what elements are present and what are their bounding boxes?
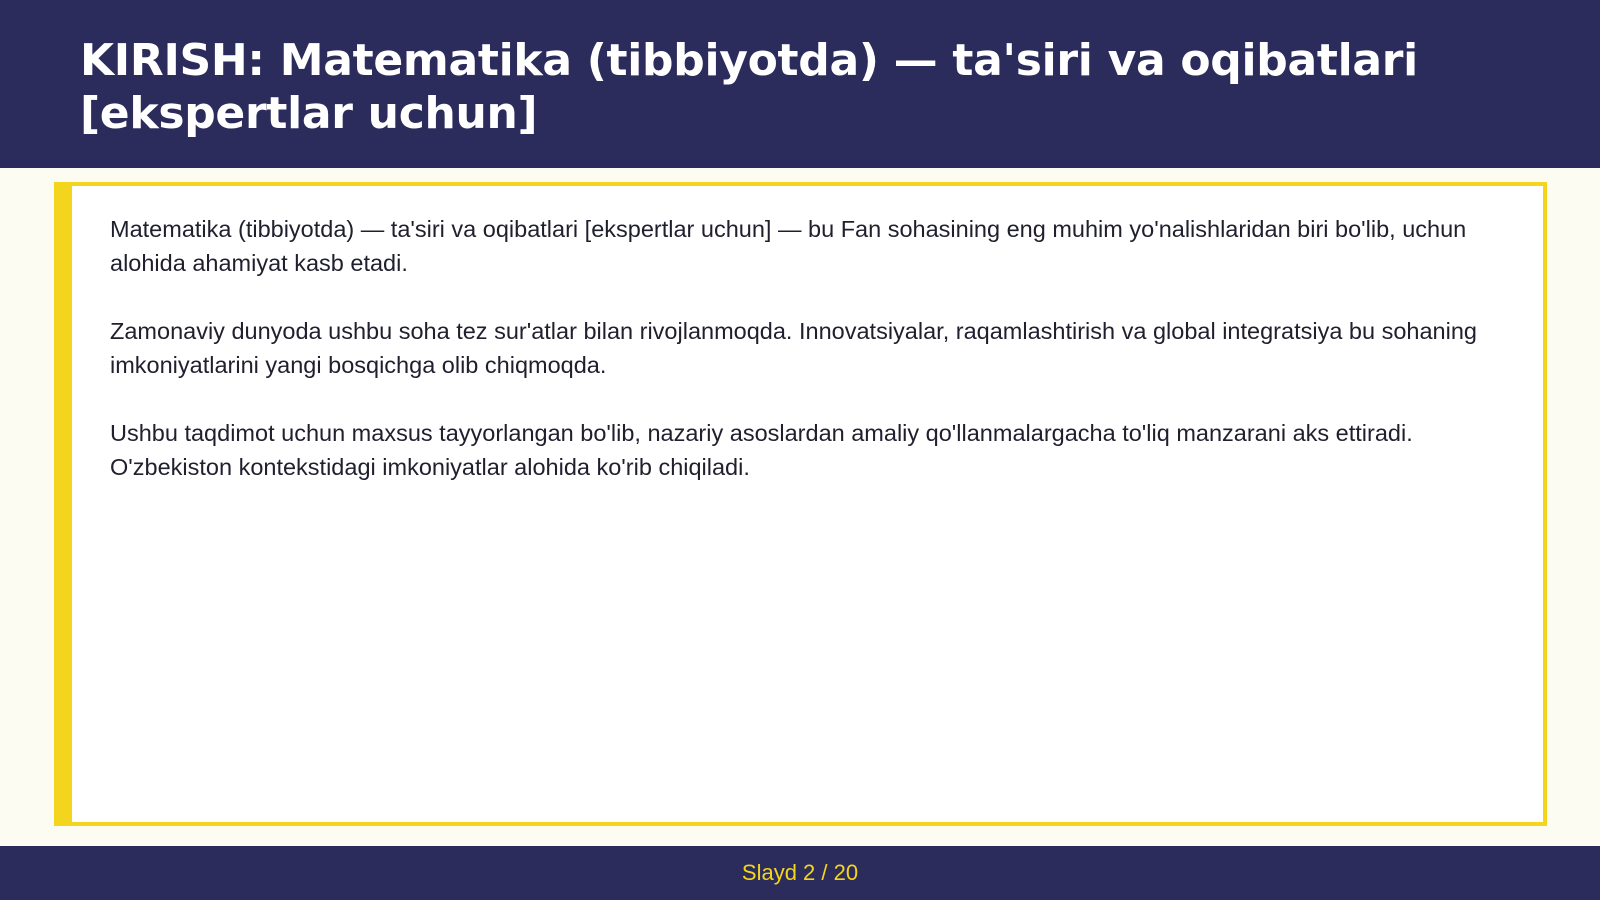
slide-title: KIRISH: Matematika (tibbiyotda) — ta'siri va oqibatlari [ekspertlar uchun] [80, 35, 1418, 139]
slide-header [0, 0, 1600, 168]
intro-paragraph: Matematika (tibbiyotda) — ta'siri va oqibatlari [ekspertlar uchun] — bu Fan sohasining eng muhim yo'nalishlaridan biri bo'lib, uchun alohida ahamiyat kasb etadi. [110, 216, 1467, 276]
modern-world-paragraph: Zamonaviy dunyoda ushbu soha tez sur'atlar bilan rivojlanmoqda. Innovatsiyalar, raqamlashtirish va global integratsiya bu sohaning imkoniyatlarini yangi bosqichga olib chiqmoqda. [110, 318, 1477, 378]
slide-footer [0, 846, 1600, 900]
slide-counter: Slayd 2 / 20 [741, 860, 859, 885]
content-box [54, 182, 1547, 826]
presentation-purpose-paragraph: Ushbu taqdimot uchun maxsus tayyorlangan bo'lib, nazariy asoslardan amaliy qo'llanmalargacha to'liq manzarani aks ettiradi. O'zbekiston kontekstidagi imkoniyatlar alohida ko'rib chiqiladi. [110, 420, 1413, 480]
